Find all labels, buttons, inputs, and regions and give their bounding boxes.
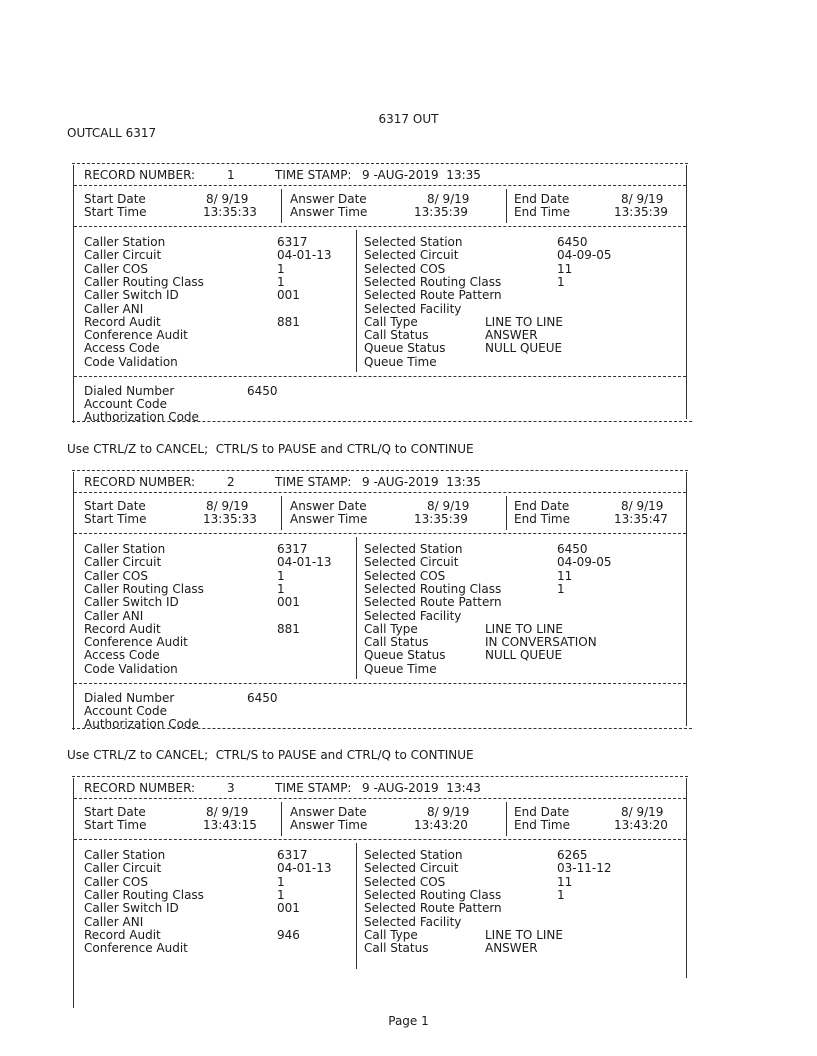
- caller-circuit-label: Caller Circuit: [84, 248, 162, 263]
- start-date: 8/ 9/19: [206, 192, 249, 206]
- selected-circuit-label: Selected Circuit: [364, 861, 459, 876]
- call-type-label: Call Type: [364, 314, 418, 329]
- selected-facility-label: Selected Facility: [364, 914, 462, 929]
- divider-line: [74, 376, 686, 377]
- selected-routing-class: 1: [557, 887, 565, 902]
- outcall-label: OUTCALL 6317: [67, 126, 157, 140]
- caller-ani-label: Caller ANI: [84, 301, 144, 316]
- code-validation-label: Code Validation: [84, 354, 178, 369]
- authorization-code-label: Authorization Code: [84, 410, 199, 424]
- caller-ani-label: Caller ANI: [84, 914, 144, 929]
- answer-time: 13:43:20: [414, 818, 468, 832]
- caller-circuit: 04-01-13: [277, 248, 332, 263]
- account-code-label: Account Code: [84, 397, 167, 411]
- call-status: ANSWER: [485, 941, 538, 956]
- frame-left: [73, 165, 74, 423]
- divider-line: [74, 492, 686, 493]
- caller-switch-id-label: Caller Switch ID: [84, 901, 179, 916]
- selected-facility-label: Selected Facility: [364, 301, 462, 316]
- selected-routing-class: 1: [557, 274, 565, 289]
- selected-routing-class-label: Selected Routing Class: [364, 581, 502, 596]
- selected-circuit-label: Selected Circuit: [364, 555, 459, 570]
- caller-routing-class: 1: [277, 274, 285, 289]
- caller-routing-class-label: Caller Routing Class: [84, 887, 204, 902]
- end-date-label: End Date: [514, 499, 570, 513]
- caller-ani-label: Caller ANI: [84, 608, 144, 623]
- divider-line: [74, 683, 686, 684]
- caller-station-label: Caller Station: [84, 235, 166, 249]
- answer-date-label: Answer Date: [290, 499, 367, 513]
- record-audit: 946: [277, 927, 300, 942]
- queue-status-label: Queue Status: [364, 648, 446, 663]
- call-type-label: Call Type: [364, 927, 418, 942]
- selected-station: 6265: [557, 848, 588, 862]
- caller-station-label: Caller Station: [84, 542, 166, 556]
- divider-line: [74, 226, 686, 227]
- selected-station: 6450: [557, 542, 588, 556]
- access-code-label: Access Code: [84, 341, 160, 356]
- answer-time: 13:35:39: [414, 512, 468, 526]
- end-date: 8/ 9/19: [621, 499, 664, 513]
- selected-cos-label: Selected COS: [364, 874, 446, 889]
- conference-audit-label: Conference Audit: [84, 635, 188, 650]
- answer-time-label: Answer Time: [290, 205, 368, 219]
- selected-cos-label: Selected COS: [364, 568, 446, 583]
- start-date-label: Start Date: [84, 192, 146, 206]
- date-divider: [506, 496, 507, 530]
- caller-cos-label: Caller COS: [84, 261, 148, 276]
- queue-status: NULL QUEUE: [485, 341, 563, 356]
- end-time-label: End Time: [514, 512, 570, 526]
- queue-status: NULL QUEUE: [485, 648, 563, 663]
- selected-station: 6450: [557, 235, 588, 249]
- call-status-label: Call Status: [364, 328, 429, 343]
- record-audit-label: Record Audit: [84, 314, 161, 329]
- frame-right: [686, 165, 687, 419]
- divider-line: [74, 798, 686, 799]
- queue-status-label: Queue Status: [364, 341, 446, 356]
- divider-line: [72, 776, 688, 777]
- record-audit: 881: [277, 621, 300, 636]
- selected-route-pattern-label: Selected Route Pattern: [364, 288, 502, 303]
- station-divider: [356, 230, 357, 372]
- queue-time-label: Queue Time: [364, 354, 437, 369]
- start-date: 8/ 9/19: [206, 499, 249, 513]
- selected-circuit-label: Selected Circuit: [364, 248, 459, 263]
- record-audit: 881: [277, 314, 300, 329]
- call-status-label: Call Status: [364, 635, 429, 650]
- record-number-label: RECORD NUMBER:: [84, 475, 196, 489]
- divider-line: [72, 470, 688, 471]
- answer-date: 8/ 9/19: [427, 805, 470, 819]
- selected-route-pattern-label: Selected Route Pattern: [364, 901, 502, 916]
- divider-line: [74, 185, 686, 186]
- selected-routing-class-label: Selected Routing Class: [364, 887, 502, 902]
- station-divider: [356, 537, 357, 679]
- time-stamp: 9 -AUG-2019 13:35: [362, 475, 481, 489]
- caller-cos: 1: [277, 568, 285, 583]
- caller-circuit-label: Caller Circuit: [84, 555, 162, 570]
- start-time-label: Start Time: [84, 205, 147, 219]
- divider-line: [74, 533, 686, 534]
- frame-left: [73, 778, 74, 1008]
- answer-time: 13:35:39: [414, 205, 468, 219]
- code-validation-label: Code Validation: [84, 661, 178, 676]
- time-stamp: 9 -AUG-2019 13:35: [362, 168, 481, 182]
- page-number: Page 1: [388, 1014, 429, 1028]
- time-stamp-label: TIME STAMP:: [275, 475, 352, 489]
- selected-cos: 11: [557, 568, 573, 583]
- dialed-number: 6450: [247, 384, 278, 398]
- date-divider: [281, 189, 282, 223]
- dialed-number-label: Dialed Number: [84, 384, 175, 398]
- control-hint: Use CTRL/Z to CANCEL; CTRL/S to PAUSE and CTRL/Q to CONTINUE: [67, 442, 474, 456]
- caller-cos-label: Caller COS: [84, 568, 148, 583]
- end-date: 8/ 9/19: [621, 805, 664, 819]
- access-code-label: Access Code: [84, 648, 160, 663]
- caller-station: 6317: [277, 235, 308, 249]
- date-divider: [506, 189, 507, 223]
- answer-time-label: Answer Time: [290, 818, 368, 832]
- record-audit-label: Record Audit: [84, 927, 161, 942]
- end-date: 8/ 9/19: [621, 192, 664, 206]
- start-time: 13:35:33: [203, 205, 257, 219]
- end-time: 13:43:20: [614, 818, 668, 832]
- selected-cos-label: Selected COS: [364, 261, 446, 276]
- date-divider: [506, 802, 507, 836]
- start-date: 8/ 9/19: [206, 805, 249, 819]
- caller-station-label: Caller Station: [84, 848, 166, 862]
- time-stamp-label: TIME STAMP:: [275, 781, 352, 795]
- conference-audit-label: Conference Audit: [84, 328, 188, 343]
- queue-time-label: Queue Time: [364, 661, 437, 676]
- divider-line: [74, 839, 686, 840]
- frame-right: [686, 472, 687, 726]
- selected-station-label: Selected Station: [364, 848, 463, 862]
- frame-left: [73, 472, 74, 730]
- caller-switch-id: 001: [277, 901, 300, 916]
- dialed-number-label: Dialed Number: [84, 691, 175, 705]
- end-time: 13:35:39: [614, 205, 668, 219]
- caller-station: 6317: [277, 542, 308, 556]
- answer-date-label: Answer Date: [290, 805, 367, 819]
- record-number: 2: [227, 475, 235, 489]
- date-divider: [281, 802, 282, 836]
- authorization-code-label: Authorization Code: [84, 717, 199, 731]
- account-code-label: Account Code: [84, 704, 167, 718]
- call-type: LINE TO LINE: [485, 314, 563, 329]
- conference-audit-label: Conference Audit: [84, 941, 188, 956]
- selected-facility-label: Selected Facility: [364, 608, 462, 623]
- station-divider: [356, 843, 357, 969]
- end-time: 13:35:47: [614, 512, 668, 526]
- caller-cos: 1: [277, 261, 285, 276]
- record-number-label: RECORD NUMBER:: [84, 168, 196, 182]
- end-date-label: End Date: [514, 192, 570, 206]
- divider-line: [72, 163, 688, 164]
- selected-routing-class-label: Selected Routing Class: [364, 274, 502, 289]
- caller-switch-id-label: Caller Switch ID: [84, 595, 179, 610]
- record-number: 1: [227, 168, 235, 182]
- call-status-label: Call Status: [364, 941, 429, 956]
- call-type: LINE TO LINE: [485, 927, 563, 942]
- caller-cos-label: Caller COS: [84, 874, 148, 889]
- caller-cos: 1: [277, 874, 285, 889]
- caller-routing-class: 1: [277, 581, 285, 596]
- record-number-label: RECORD NUMBER:: [84, 781, 196, 795]
- selected-circuit: 04-09-05: [557, 248, 612, 263]
- selected-route-pattern-label: Selected Route Pattern: [364, 595, 502, 610]
- selected-cos: 11: [557, 874, 573, 889]
- selected-station-label: Selected Station: [364, 235, 463, 249]
- start-time: 13:35:33: [203, 512, 257, 526]
- end-time-label: End Time: [514, 818, 570, 832]
- caller-switch-id-label: Caller Switch ID: [84, 288, 179, 303]
- caller-routing-class-label: Caller Routing Class: [84, 274, 204, 289]
- time-stamp: 9 -AUG-2019 13:43: [362, 781, 481, 795]
- report-title: 6317 OUT: [378, 112, 439, 126]
- control-hint: Use CTRL/Z to CANCEL; CTRL/S to PAUSE and CTRL/Q to CONTINUE: [67, 748, 474, 762]
- call-type-label: Call Type: [364, 621, 418, 636]
- start-date-label: Start Date: [84, 805, 146, 819]
- date-divider: [281, 496, 282, 530]
- caller-circuit: 04-01-13: [277, 555, 332, 570]
- caller-routing-class: 1: [277, 887, 285, 902]
- call-type: LINE TO LINE: [485, 621, 563, 636]
- caller-switch-id: 001: [277, 595, 300, 610]
- call-status: ANSWER: [485, 328, 538, 343]
- answer-date: 8/ 9/19: [427, 499, 470, 513]
- call-status: IN CONVERSATION: [485, 635, 597, 650]
- caller-switch-id: 001: [277, 288, 300, 303]
- selected-routing-class: 1: [557, 581, 565, 596]
- end-time-label: End Time: [514, 205, 570, 219]
- start-time-label: Start Time: [84, 818, 147, 832]
- selected-cos: 11: [557, 261, 573, 276]
- frame-right: [686, 778, 687, 978]
- caller-routing-class-label: Caller Routing Class: [84, 581, 204, 596]
- caller-circuit-label: Caller Circuit: [84, 861, 162, 876]
- start-time: 13:43:15: [203, 818, 257, 832]
- selected-station-label: Selected Station: [364, 542, 463, 556]
- record-number: 3: [227, 781, 235, 795]
- record-audit-label: Record Audit: [84, 621, 161, 636]
- caller-circuit: 04-01-13: [277, 861, 332, 876]
- selected-circuit: 03-11-12: [557, 861, 612, 876]
- answer-date-label: Answer Date: [290, 192, 367, 206]
- answer-date: 8/ 9/19: [427, 192, 470, 206]
- selected-circuit: 04-09-05: [557, 555, 612, 570]
- dialed-number: 6450: [247, 691, 278, 705]
- time-stamp-label: TIME STAMP:: [275, 168, 352, 182]
- start-time-label: Start Time: [84, 512, 147, 526]
- caller-station: 6317: [277, 848, 308, 862]
- start-date-label: Start Date: [84, 499, 146, 513]
- end-date-label: End Date: [514, 805, 570, 819]
- answer-time-label: Answer Time: [290, 512, 368, 526]
